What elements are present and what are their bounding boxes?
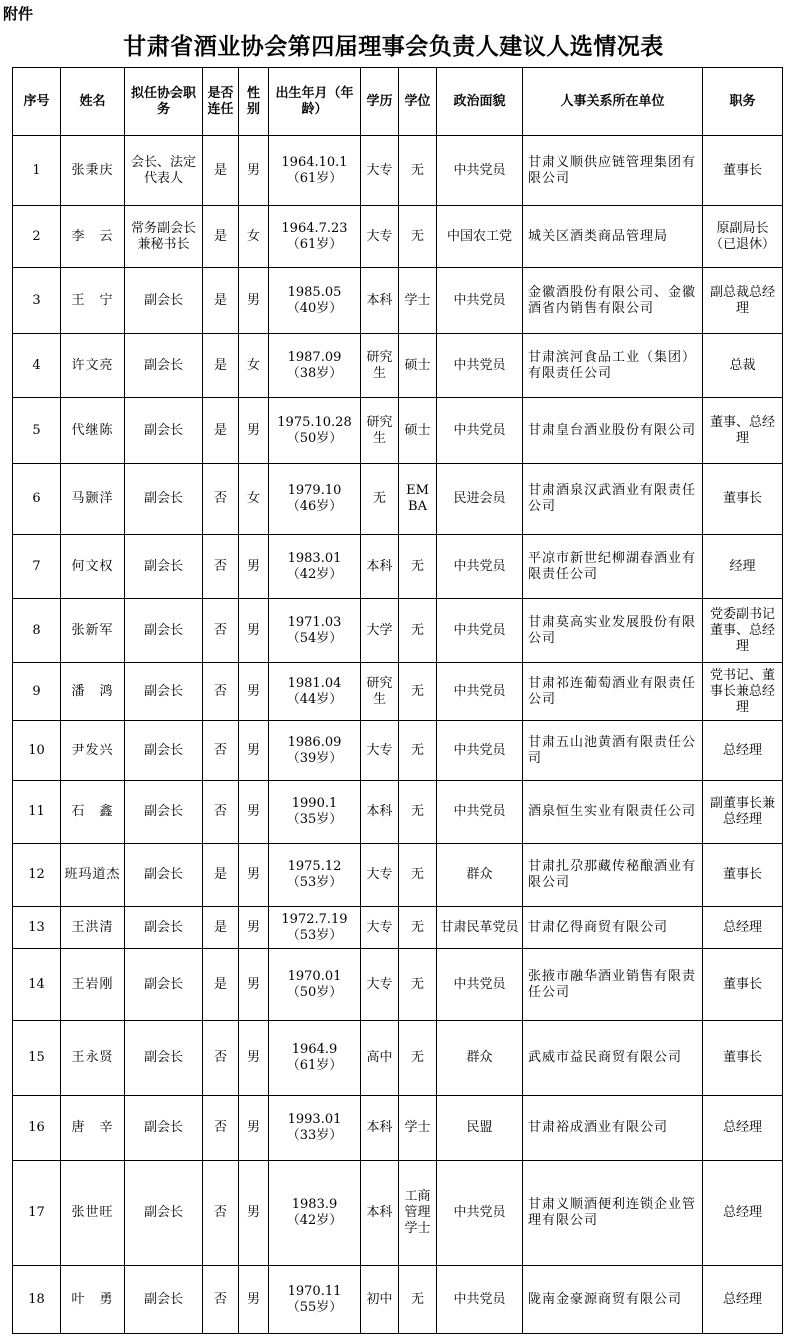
cell-title: 党书记、董事长兼总经理: [703, 663, 783, 721]
table-row: [13, 535, 783, 599]
cell-unit: 甘肃亿得商贸有限公司: [523, 907, 703, 949]
cell-name: 王岩刚: [61, 949, 125, 1021]
cell-political: 群众: [437, 844, 523, 907]
cell-political: 群众: [437, 1021, 523, 1096]
birth-date: 1990.1: [291, 796, 338, 811]
table-row: [13, 398, 783, 464]
cell-education: 无: [361, 464, 399, 535]
cell-seq: 13: [13, 907, 61, 949]
cell-political: 中共党员: [437, 136, 523, 206]
header-gender: 性别: [239, 68, 269, 136]
cell-seq: 10: [13, 721, 61, 781]
cell-reelected: 否: [203, 663, 239, 721]
cell-proposed-post: 副会长: [125, 334, 203, 398]
cell-seq: 3: [13, 268, 61, 334]
age: （61岁）: [286, 170, 343, 186]
cell-birth: [269, 334, 361, 398]
table-row: [13, 136, 783, 206]
cell-degree: 无: [399, 844, 437, 907]
cell-seq: 4: [13, 334, 61, 398]
cell-reelected: 否: [203, 1161, 239, 1266]
cell-seq: 8: [13, 599, 61, 663]
cell-reelected: 否: [203, 1266, 239, 1334]
cell-education: 大学: [361, 599, 399, 663]
cell-proposed-post: 常务副会长兼秘书长: [125, 206, 203, 268]
age: （61岁）: [286, 236, 343, 252]
cell-proposed-post: 副会长: [125, 1096, 203, 1161]
cell-unit: 甘肃义顺酒便利连锁企业管理有限公司: [523, 1161, 703, 1266]
cell-proposed-post: 副会长: [125, 663, 203, 721]
table-row: [13, 663, 783, 721]
table-row: [13, 334, 783, 398]
cell-seq: 5: [13, 398, 61, 464]
cell-name: 潘 鸿: [61, 663, 125, 721]
cell-birth: [269, 398, 361, 464]
cell-title: 总裁: [703, 334, 783, 398]
cell-name: 张新军: [61, 599, 125, 663]
cell-reelected: 是: [203, 949, 239, 1021]
table-row: [13, 206, 783, 268]
cell-political: 中共党员: [437, 949, 523, 1021]
cell-birth: [269, 663, 361, 721]
cell-unit: 平凉市新世纪柳湖春酒业有限责任公司: [523, 535, 703, 599]
header-reelected: 是否连任: [203, 68, 239, 136]
cell-reelected: 否: [203, 535, 239, 599]
cell-reelected: 否: [203, 464, 239, 535]
cell-gender: 男: [239, 1096, 269, 1161]
table-row: [13, 464, 783, 535]
cell-education: 本科: [361, 781, 399, 844]
age: （33岁）: [286, 1128, 343, 1143]
header-political: 政治面貌: [437, 68, 523, 136]
cell-reelected: 否: [203, 781, 239, 844]
cell-degree: EMBA: [399, 464, 437, 535]
cell-education: 本科: [361, 1096, 399, 1161]
age: （44岁）: [286, 691, 343, 707]
cell-political: 甘肃民革党员: [437, 907, 523, 949]
cell-seq: 16: [13, 1096, 61, 1161]
cell-education: 大专: [361, 721, 399, 781]
cell-unit: 金徽酒股份有限公司、金徽酒省内销售有限公司: [523, 268, 703, 334]
cell-title: 副董事长兼总经理: [703, 781, 783, 844]
cell-seq: 7: [13, 535, 61, 599]
cell-title: 总经理: [703, 1096, 783, 1161]
attachment-label: 附件: [3, 5, 34, 23]
birth-date: 1975.12: [287, 859, 342, 874]
table-row: [13, 268, 783, 334]
cell-degree: 无: [399, 949, 437, 1021]
cell-education: 高中: [361, 1021, 399, 1096]
cell-political: 民进会员: [437, 464, 523, 535]
cell-proposed-post: 副会长: [125, 721, 203, 781]
cell-political: 中共党员: [437, 398, 523, 464]
age: （46岁）: [286, 499, 343, 514]
cell-reelected: 是: [203, 398, 239, 464]
birth-date: 1987.09: [287, 349, 342, 365]
age: （53岁）: [286, 875, 343, 890]
cell-birth: [269, 949, 361, 1021]
age: （40岁）: [286, 300, 343, 316]
cell-name: 叶 勇: [61, 1266, 125, 1334]
age: （38岁）: [286, 365, 343, 381]
cell-name: 王洪清: [61, 907, 125, 949]
cell-seq: 6: [13, 464, 61, 535]
cell-education: 大专: [361, 949, 399, 1021]
cell-reelected: 否: [203, 599, 239, 663]
cell-gender: 男: [239, 907, 269, 949]
table-row: [13, 599, 783, 663]
cell-unit: 甘肃莫高实业发展股份有限公司: [523, 599, 703, 663]
age: （39岁）: [286, 750, 343, 766]
cell-education: 本科: [361, 535, 399, 599]
cell-political: 中共党员: [437, 1161, 523, 1266]
cell-reelected: 否: [203, 1021, 239, 1096]
age: （42岁）: [286, 566, 343, 582]
table-row: [13, 1161, 783, 1266]
cell-title: 董事长: [703, 949, 783, 1021]
birth-date: 1964.7.23: [281, 220, 348, 236]
cell-reelected: 否: [203, 1096, 239, 1161]
cell-reelected: 是: [203, 136, 239, 206]
cell-proposed-post: 副会长: [125, 599, 203, 663]
cell-name: 张世旺: [61, 1161, 125, 1266]
birth-date: 1983.01: [287, 550, 342, 566]
header-education: 学历: [361, 68, 399, 136]
cell-birth: [269, 206, 361, 268]
header-birth: 出生年月（年龄）: [269, 68, 361, 136]
cell-unit: 张掖市融华酒业销售有限责任公司: [523, 949, 703, 1021]
cell-education: 大专: [361, 844, 399, 907]
birth-date: 1983.9: [291, 1197, 338, 1212]
cell-title: 董事长: [703, 1021, 783, 1096]
cell-degree: 无: [399, 907, 437, 949]
table-row: [13, 844, 783, 907]
cell-title: 原副局长（已退休）: [703, 206, 783, 268]
cell-birth: [269, 1021, 361, 1096]
cell-political: 中共党员: [437, 334, 523, 398]
page-title: 甘肃省酒业协会第四届理事会负责人建议人选情况表: [123, 34, 664, 60]
cell-unit: 甘肃滨河食品工业（集团）有限责任公司: [523, 334, 703, 398]
cell-degree: 学士: [399, 268, 437, 334]
cell-name: 马颢洋: [61, 464, 125, 535]
cell-education: 研究生: [361, 663, 399, 721]
cell-degree: 硕士: [399, 334, 437, 398]
birth-date: 1964.9: [291, 1042, 338, 1057]
cell-title: 董事、总经理: [703, 398, 783, 464]
table-row: [13, 907, 783, 949]
cell-political: 中共党员: [437, 663, 523, 721]
cell-political: 民盟: [437, 1096, 523, 1161]
cell-gender: 男: [239, 949, 269, 1021]
cell-proposed-post: 副会长: [125, 464, 203, 535]
header-name: 姓名: [61, 68, 125, 136]
table-row: [13, 1266, 783, 1334]
cell-gender: 男: [239, 1161, 269, 1266]
cell-political: 中共党员: [437, 268, 523, 334]
cell-title: 总经理: [703, 721, 783, 781]
cell-unit: 甘肃裕成酒业有限公司: [523, 1096, 703, 1161]
age: （53岁）: [286, 927, 343, 943]
cell-gender: 男: [239, 535, 269, 599]
cell-birth: [269, 136, 361, 206]
cell-political: 中共党员: [437, 1266, 523, 1334]
cell-seq: 12: [13, 844, 61, 907]
cell-gender: 男: [239, 268, 269, 334]
birth-date: 1970.11: [287, 1283, 342, 1299]
age: （54岁）: [286, 630, 343, 646]
cell-birth: [269, 1161, 361, 1266]
age: （61岁）: [286, 1058, 343, 1073]
cell-degree: 硕士: [399, 398, 437, 464]
cell-title: 董事长: [703, 464, 783, 535]
cell-proposed-post: 副会长: [125, 949, 203, 1021]
cell-political: 中国农工党: [437, 206, 523, 268]
cell-unit: 甘肃扎尕那藏传秘酿酒业有限公司: [523, 844, 703, 907]
cell-proposed-post: 副会长: [125, 535, 203, 599]
birth-date: 1972.7.19: [281, 911, 348, 927]
age: （50岁）: [286, 430, 343, 446]
cell-unit: 甘肃皇台酒业股份有限公司: [523, 398, 703, 464]
cell-title: 副总裁总经理: [703, 268, 783, 334]
cell-seq: 17: [13, 1161, 61, 1266]
header-row: [13, 68, 783, 136]
cell-gender: 男: [239, 1266, 269, 1334]
cell-unit: 甘肃祁连葡萄酒业有限责任公司: [523, 663, 703, 721]
cell-name: 许文亮: [61, 334, 125, 398]
cell-education: 大专: [361, 136, 399, 206]
cell-gender: 女: [239, 334, 269, 398]
cell-degree: 无: [399, 1021, 437, 1096]
cell-birth: [269, 535, 361, 599]
cell-education: 大专: [361, 907, 399, 949]
cell-birth: [269, 1266, 361, 1334]
cell-birth: [269, 599, 361, 663]
cell-political: 中共党员: [437, 535, 523, 599]
cell-gender: 男: [239, 398, 269, 464]
cell-proposed-post: 会长、法定代表人: [125, 136, 203, 206]
cell-proposed-post: 副会长: [125, 1266, 203, 1334]
cell-proposed-post: 副会长: [125, 398, 203, 464]
cell-degree: 无: [399, 206, 437, 268]
cell-reelected: 否: [203, 721, 239, 781]
cell-birth: [269, 721, 361, 781]
cell-political: 中共党员: [437, 599, 523, 663]
cell-unit: 陇南金豪源商贸有限公司: [523, 1266, 703, 1334]
cell-unit: 酒泉恒生实业有限责任公司: [523, 781, 703, 844]
cell-title: 经理: [703, 535, 783, 599]
cell-degree: 无: [399, 781, 437, 844]
cell-proposed-post: 副会长: [125, 844, 203, 907]
cell-seq: 18: [13, 1266, 61, 1334]
cell-unit: 甘肃酒泉汉武酒业有限责任公司: [523, 464, 703, 535]
cell-seq: 2: [13, 206, 61, 268]
cell-proposed-post: 副会长: [125, 1021, 203, 1096]
cell-education: 研究生: [361, 398, 399, 464]
birth-date: 1970.01: [287, 968, 342, 984]
cell-birth: [269, 781, 361, 844]
birth-date: 1979.10: [287, 483, 342, 498]
birth-date: 1985.05: [287, 284, 342, 300]
cell-political: 中共党员: [437, 781, 523, 844]
header-seq: 序号: [13, 68, 61, 136]
cell-education: 初中: [361, 1266, 399, 1334]
cell-name: 王永贤: [61, 1021, 125, 1096]
cell-name: 李 云: [61, 206, 125, 268]
cell-name: 尹发兴: [61, 721, 125, 781]
cell-unit: 甘肃五山池黄酒有限责任公司: [523, 721, 703, 781]
cell-degree: 无: [399, 663, 437, 721]
cell-birth: [269, 844, 361, 907]
cell-name: 石 鑫: [61, 781, 125, 844]
cell-degree: 无: [399, 136, 437, 206]
age: （42岁）: [286, 1213, 343, 1228]
cell-proposed-post: 副会长: [125, 1161, 203, 1266]
cell-name: 唐 辛: [61, 1096, 125, 1161]
cell-degree: 无: [399, 1266, 437, 1334]
cell-seq: 9: [13, 663, 61, 721]
cell-reelected: 是: [203, 334, 239, 398]
birth-date: 1971.03: [287, 614, 342, 630]
table-row: [13, 1096, 783, 1161]
birth-date: 1993.01: [287, 1112, 342, 1127]
cell-name: 张秉庆: [61, 136, 125, 206]
cell-birth: [269, 1096, 361, 1161]
cell-degree: 无: [399, 599, 437, 663]
cell-gender: 男: [239, 844, 269, 907]
birth-date: 1975.10.28: [277, 414, 352, 430]
age: （35岁）: [286, 812, 343, 827]
cell-birth: [269, 268, 361, 334]
cell-gender: 女: [239, 464, 269, 535]
cell-degree: 学士: [399, 1096, 437, 1161]
cell-proposed-post: 副会长: [125, 781, 203, 844]
cell-birth: [269, 907, 361, 949]
cell-reelected: 是: [203, 268, 239, 334]
cell-seq: 11: [13, 781, 61, 844]
cell-birth: [269, 464, 361, 535]
cell-title: 董事长: [703, 844, 783, 907]
header-title: 职务: [703, 68, 783, 136]
cell-unit: 城关区酒类商品管理局: [523, 206, 703, 268]
cell-gender: 女: [239, 206, 269, 268]
cell-reelected: 是: [203, 206, 239, 268]
header-degree: 学位: [399, 68, 437, 136]
cell-name: 王 宁: [61, 268, 125, 334]
cell-proposed-post: 副会长: [125, 907, 203, 949]
age: （50岁）: [286, 984, 343, 1000]
cell-title: 总经理: [703, 1266, 783, 1334]
cell-education: 大专: [361, 206, 399, 268]
cell-education: 本科: [361, 268, 399, 334]
cell-degree: 无: [399, 721, 437, 781]
cell-education: 本科: [361, 1161, 399, 1266]
cell-title: 总经理: [703, 907, 783, 949]
header-proposed-post: 拟任协会职务: [125, 68, 203, 136]
table-row: [13, 721, 783, 781]
age: （55岁）: [286, 1299, 343, 1315]
cell-seq: 14: [13, 949, 61, 1021]
header-unit: 人事关系所在单位: [523, 68, 703, 136]
cell-reelected: 是: [203, 907, 239, 949]
candidates-table: [12, 67, 783, 1334]
cell-unit: 武威市益民商贸有限公司: [523, 1021, 703, 1096]
cell-proposed-post: 副会长: [125, 268, 203, 334]
birth-date: 1986.09: [287, 734, 342, 750]
cell-name: 班玛道杰: [61, 844, 125, 907]
birth-date: 1964.10.1: [281, 154, 348, 170]
birth-date: 1981.04: [287, 675, 342, 691]
cell-degree: 工商管理学士: [399, 1161, 437, 1266]
cell-title: 党委副书记董事、总经理: [703, 599, 783, 663]
table-row: [13, 1021, 783, 1096]
cell-political: 中共党员: [437, 721, 523, 781]
cell-gender: 男: [239, 136, 269, 206]
table-row: [13, 949, 783, 1021]
cell-reelected: 是: [203, 844, 239, 907]
cell-unit: 甘肃义顺供应链管理集团有限公司: [523, 136, 703, 206]
cell-gender: 男: [239, 599, 269, 663]
cell-title: 总经理: [703, 1161, 783, 1266]
cell-gender: 男: [239, 1021, 269, 1096]
cell-seq: 1: [13, 136, 61, 206]
cell-education: 研究生: [361, 334, 399, 398]
cell-title: 董事长: [703, 136, 783, 206]
cell-name: 代继陈: [61, 398, 125, 464]
cell-gender: 男: [239, 721, 269, 781]
cell-gender: 男: [239, 663, 269, 721]
cell-gender: 男: [239, 781, 269, 844]
cell-name: 何文权: [61, 535, 125, 599]
table-row: [13, 781, 783, 844]
cell-seq: 15: [13, 1021, 61, 1096]
cell-degree: 无: [399, 535, 437, 599]
